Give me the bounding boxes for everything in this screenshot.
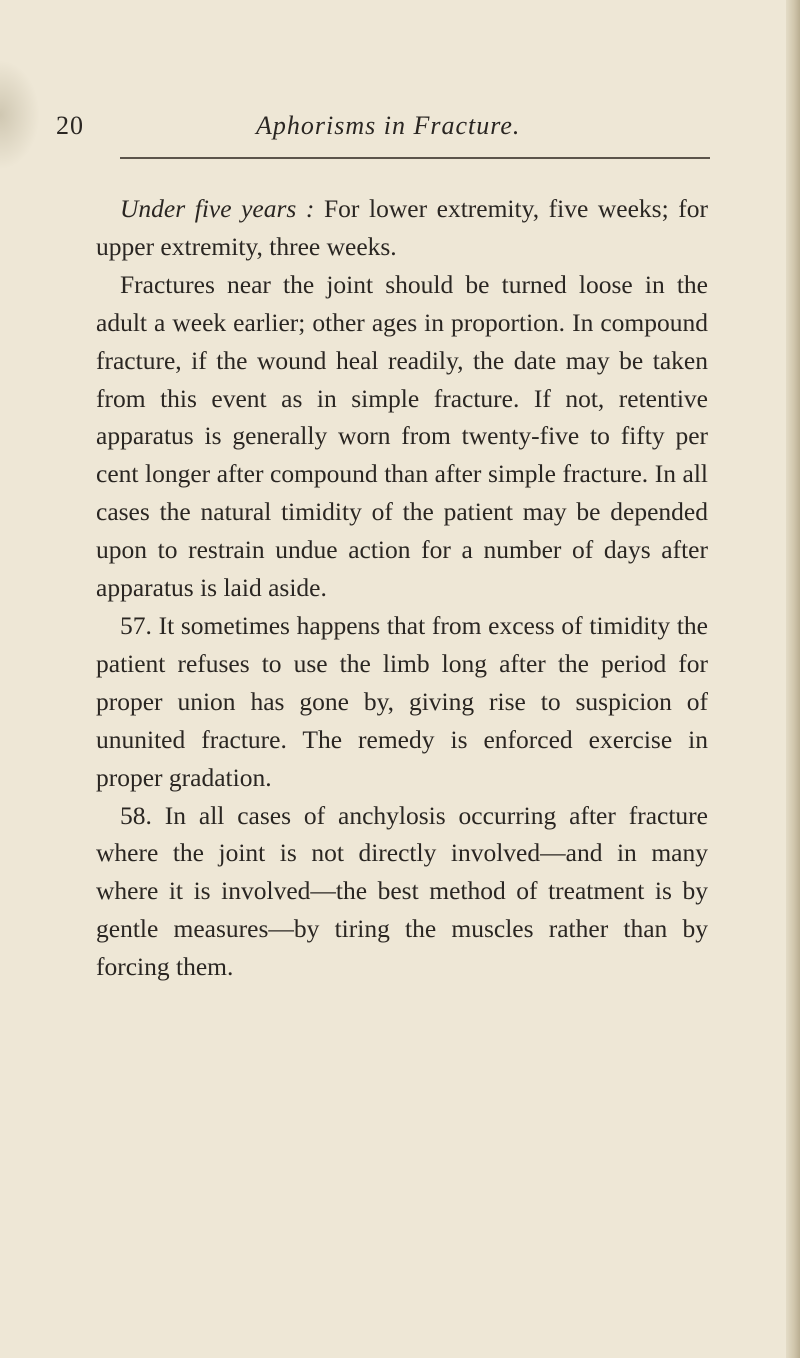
paragraph-under-five-years bbox=[96, 190, 708, 266]
header-rule bbox=[120, 157, 710, 159]
paragraph-lead: Under five years : bbox=[120, 194, 315, 223]
paragraph-text: For lower extremity, five weeks; for upper extremity, three weeks. bbox=[96, 194, 708, 261]
aphorism-58: 58. In all cases of anchylosis occurring after fracture where the joint is not directly involved—and in many where it is involved—the best method of treatment is by gentle measures—by tiring the muscles rather than by forcing them. bbox=[96, 800, 708, 982]
aphorism-57: 57. It sometimes happens that from excess of timidity the patient refuses to use the limb long after the period for proper union has gone by, giving rise to suspicion of ununited fracture. The remedy is enforced exercise in proper gradation. bbox=[96, 610, 708, 792]
page-edge bbox=[786, 0, 800, 1358]
body-text bbox=[96, 190, 708, 986]
paragraph-fractures-near-joint: Fractures near the joint should be turned loose in the adult a week earlier; other ages in proportion. In compound fracture, if the wound heal readily, the date may be taken from this event as in simple fracture. If not, retentive apparatus is generally worn from twenty-five to fifty per cent longer after compound than after simple fracture. In all cases the natural timidity of the patient may be depended upon to restrain undue action for a number of days after apparatus is laid aside. bbox=[96, 269, 708, 603]
page-shadow bbox=[0, 60, 40, 170]
running-title: Aphorisms in Fracture. bbox=[256, 111, 521, 140]
page-number: 20 bbox=[56, 111, 84, 140]
